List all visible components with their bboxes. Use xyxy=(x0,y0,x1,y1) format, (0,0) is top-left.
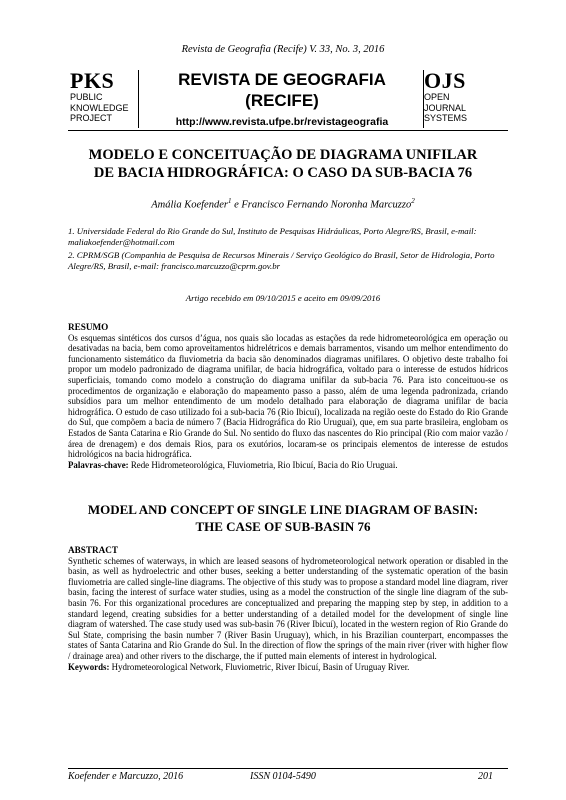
paper-title-pt-line-2: DE BACIA HIDROGRÁFICA: O CASO DA SUB-BACIA 76 xyxy=(93,165,473,181)
abstract-keywords-text: Hydrometeorological Network, Fluviometric, River Ibicuí, Basin of Uruguay River. xyxy=(109,661,410,672)
paper-title-pt-line-1: MODELO E CONCEITUAÇÃO DE DIAGRAMA UNIFILAR xyxy=(88,147,478,163)
abstract-text: Synthetic schemes of waterways, in which are leased seasons of hydrometeorological network operation or disabled in the basin, as well as hydroelectric and other buses, seeking a better understanding of the systematic operation of the basin fluviometria are called single-line diagrams. The objective of this study was to propose a standard model line diagram, river basin, facing the interest of surface water studies, using as a model the construction of the single line diagram of the sub-basin 76. For this organizational procedures are conceptualized and preparing the mapping step by step, in addition to a standard legend, creating subsidies for a better understanding of a detailed model for the development of single line diagram of watershed. The case study used was sub-basin 76 (River Ibicuí), located in the western region of Rio Grande do Sul State, comprising the basin number 7 (River Basin Uruguay), which, in his Brazilian counterpart, encompasses the states of Santa Catarina and Rio Grande do Sul. In the direction of flow the springs of the main river (river with higher flow / drainage area) and other rivers to the discharge, the if putted main elements of interest in hydrological. xyxy=(68,555,509,661)
ojs-line-2: JOURNAL xyxy=(424,102,467,113)
paper-title-en-line-1: MODEL AND CONCEPT OF SINGLE LINE DIAGRAM OF BASIN: xyxy=(87,502,479,517)
paper-title-en xyxy=(60,501,506,535)
pks-line-1: PUBLIC xyxy=(70,92,103,102)
pks-line-3: PROJECT xyxy=(70,113,113,123)
resumo-keywords-label: Palavras-chave: xyxy=(68,459,129,470)
header-rule xyxy=(68,130,508,131)
abstract-keywords-label: Keywords: xyxy=(68,661,110,672)
header-divider-left xyxy=(138,70,139,128)
abstract-heading: ABSTRACT xyxy=(68,545,119,555)
resumo-section xyxy=(68,322,508,470)
affiliation-2: 2. CPRM/SGB (Companhia de Pesquisa de Recursos Minerais / Serviço Geológico do Brasil, Setor de Hidrologia, Porto Alegre/RS, Brasil, e-mail: francisco.marcuzzo@cprm.gov.br xyxy=(68,250,495,271)
footer-issn: ISSN 0104-5490 xyxy=(250,771,316,782)
received-date: Artigo recebido em 09/10/2015 e aceito em 09/09/2016 xyxy=(185,293,381,303)
author-1: Amália Koefender xyxy=(151,199,228,211)
resumo-keywords xyxy=(68,460,508,471)
journal-url-link[interactable]: http://www.revista.ufpe.br/revistageografia xyxy=(175,116,389,128)
page-number: 201 xyxy=(478,771,493,782)
pks-line-2: KNOWLEDGE xyxy=(70,102,129,113)
masthead-title-1: REVISTA DE GEOGRAFIA xyxy=(178,70,386,89)
ojs-line-3: SYSTEMS xyxy=(424,113,468,123)
footer-citation: Koefender e Marcuzzo, 2016 xyxy=(68,771,184,782)
resumo-keywords-text: Rede Hidrometeorológica, Fluviometria, Rio Ibicuí, Bacia do Rio Uruguai. xyxy=(128,459,398,470)
masthead-title-2: (RECIFE) xyxy=(245,91,319,110)
footer-rule xyxy=(68,768,508,769)
author-1-sup: 1 xyxy=(227,197,232,205)
ojs-logo-text: OJS xyxy=(424,68,466,93)
journal-line: Revista de Geografia (Recife) V. 33, No. 3, 2016 xyxy=(181,44,385,55)
paper-title-pt xyxy=(60,146,506,182)
abstract-section xyxy=(68,545,508,672)
ojs-logo xyxy=(424,70,504,124)
journal-masthead xyxy=(140,70,424,128)
pks-logo-text: PKS xyxy=(70,68,115,93)
resumo-text: Os esquemas sintéticos dos cursos d’água, nos quais são locadas as estações da rede hidrometeorológica em operação ou desativadas na bacia, bem como aproveitamentos hidrelétricos e demais barramentos, visando um melhor entendimento do funcionamento sistemático da fluviometria da bacia são denominados diagramas unifilares. O objetivo deste trabalho foi propor um modelo padronizado de diagrama unifilar, de bacia hidrográfica, voltado para o interesse de estudos hídricos superficiais, tomando como modelo a construção do diagrama unifilar da sub-bacia 76. Para isto conceituou-se os procedimentos de organização e elaboração do mapeamento passo a passo, além de uma legenda padronizada, criando subsídios para um melhor entendimento de um modelo detalhado para elaboração de diagrama unifilar de bacia hidrográfica. O estudo de caso utilizado foi a sub-bacia 76 (Rio Ibicuí), localizada na região oeste do Estado do Rio Grande do Sul, que compõem a bacia de número 7 (Bacia Hidrográfica do Rio Uruguai), que, em sua parte brasileira, englobam os Estados de Santa Catarina e Rio Grande do Sul. No sentido do fluxo das nascentes do Rio principal (Rio com maior vazão / área de drenagem) e dos demais Rios, para os exutórios, locaram-se os principais elementos de interesse de estudos hidrológicos na bacia hidrográfica. xyxy=(68,332,508,460)
pks-logo xyxy=(70,70,140,124)
authors-line xyxy=(60,197,506,211)
abstract-keywords xyxy=(68,662,508,673)
paper-title-en-line-2: THE CASE OF SUB-BASIN 76 xyxy=(195,519,371,534)
author-2-sup: 2 xyxy=(411,197,415,205)
affiliation-1: 1. Universidade Federal do Rio Grande do Sul, Instituto de Pesquisas Hidráulicas, Porto Alegre/RS, Brasil, e-mail: maliakoefender@hotmail.com xyxy=(68,226,477,247)
ojs-line-1: OPEN xyxy=(424,92,450,102)
author-2: e Francisco Fernando Noronha Marcuzzo xyxy=(231,199,412,211)
resumo-heading: RESUMO xyxy=(68,322,109,332)
